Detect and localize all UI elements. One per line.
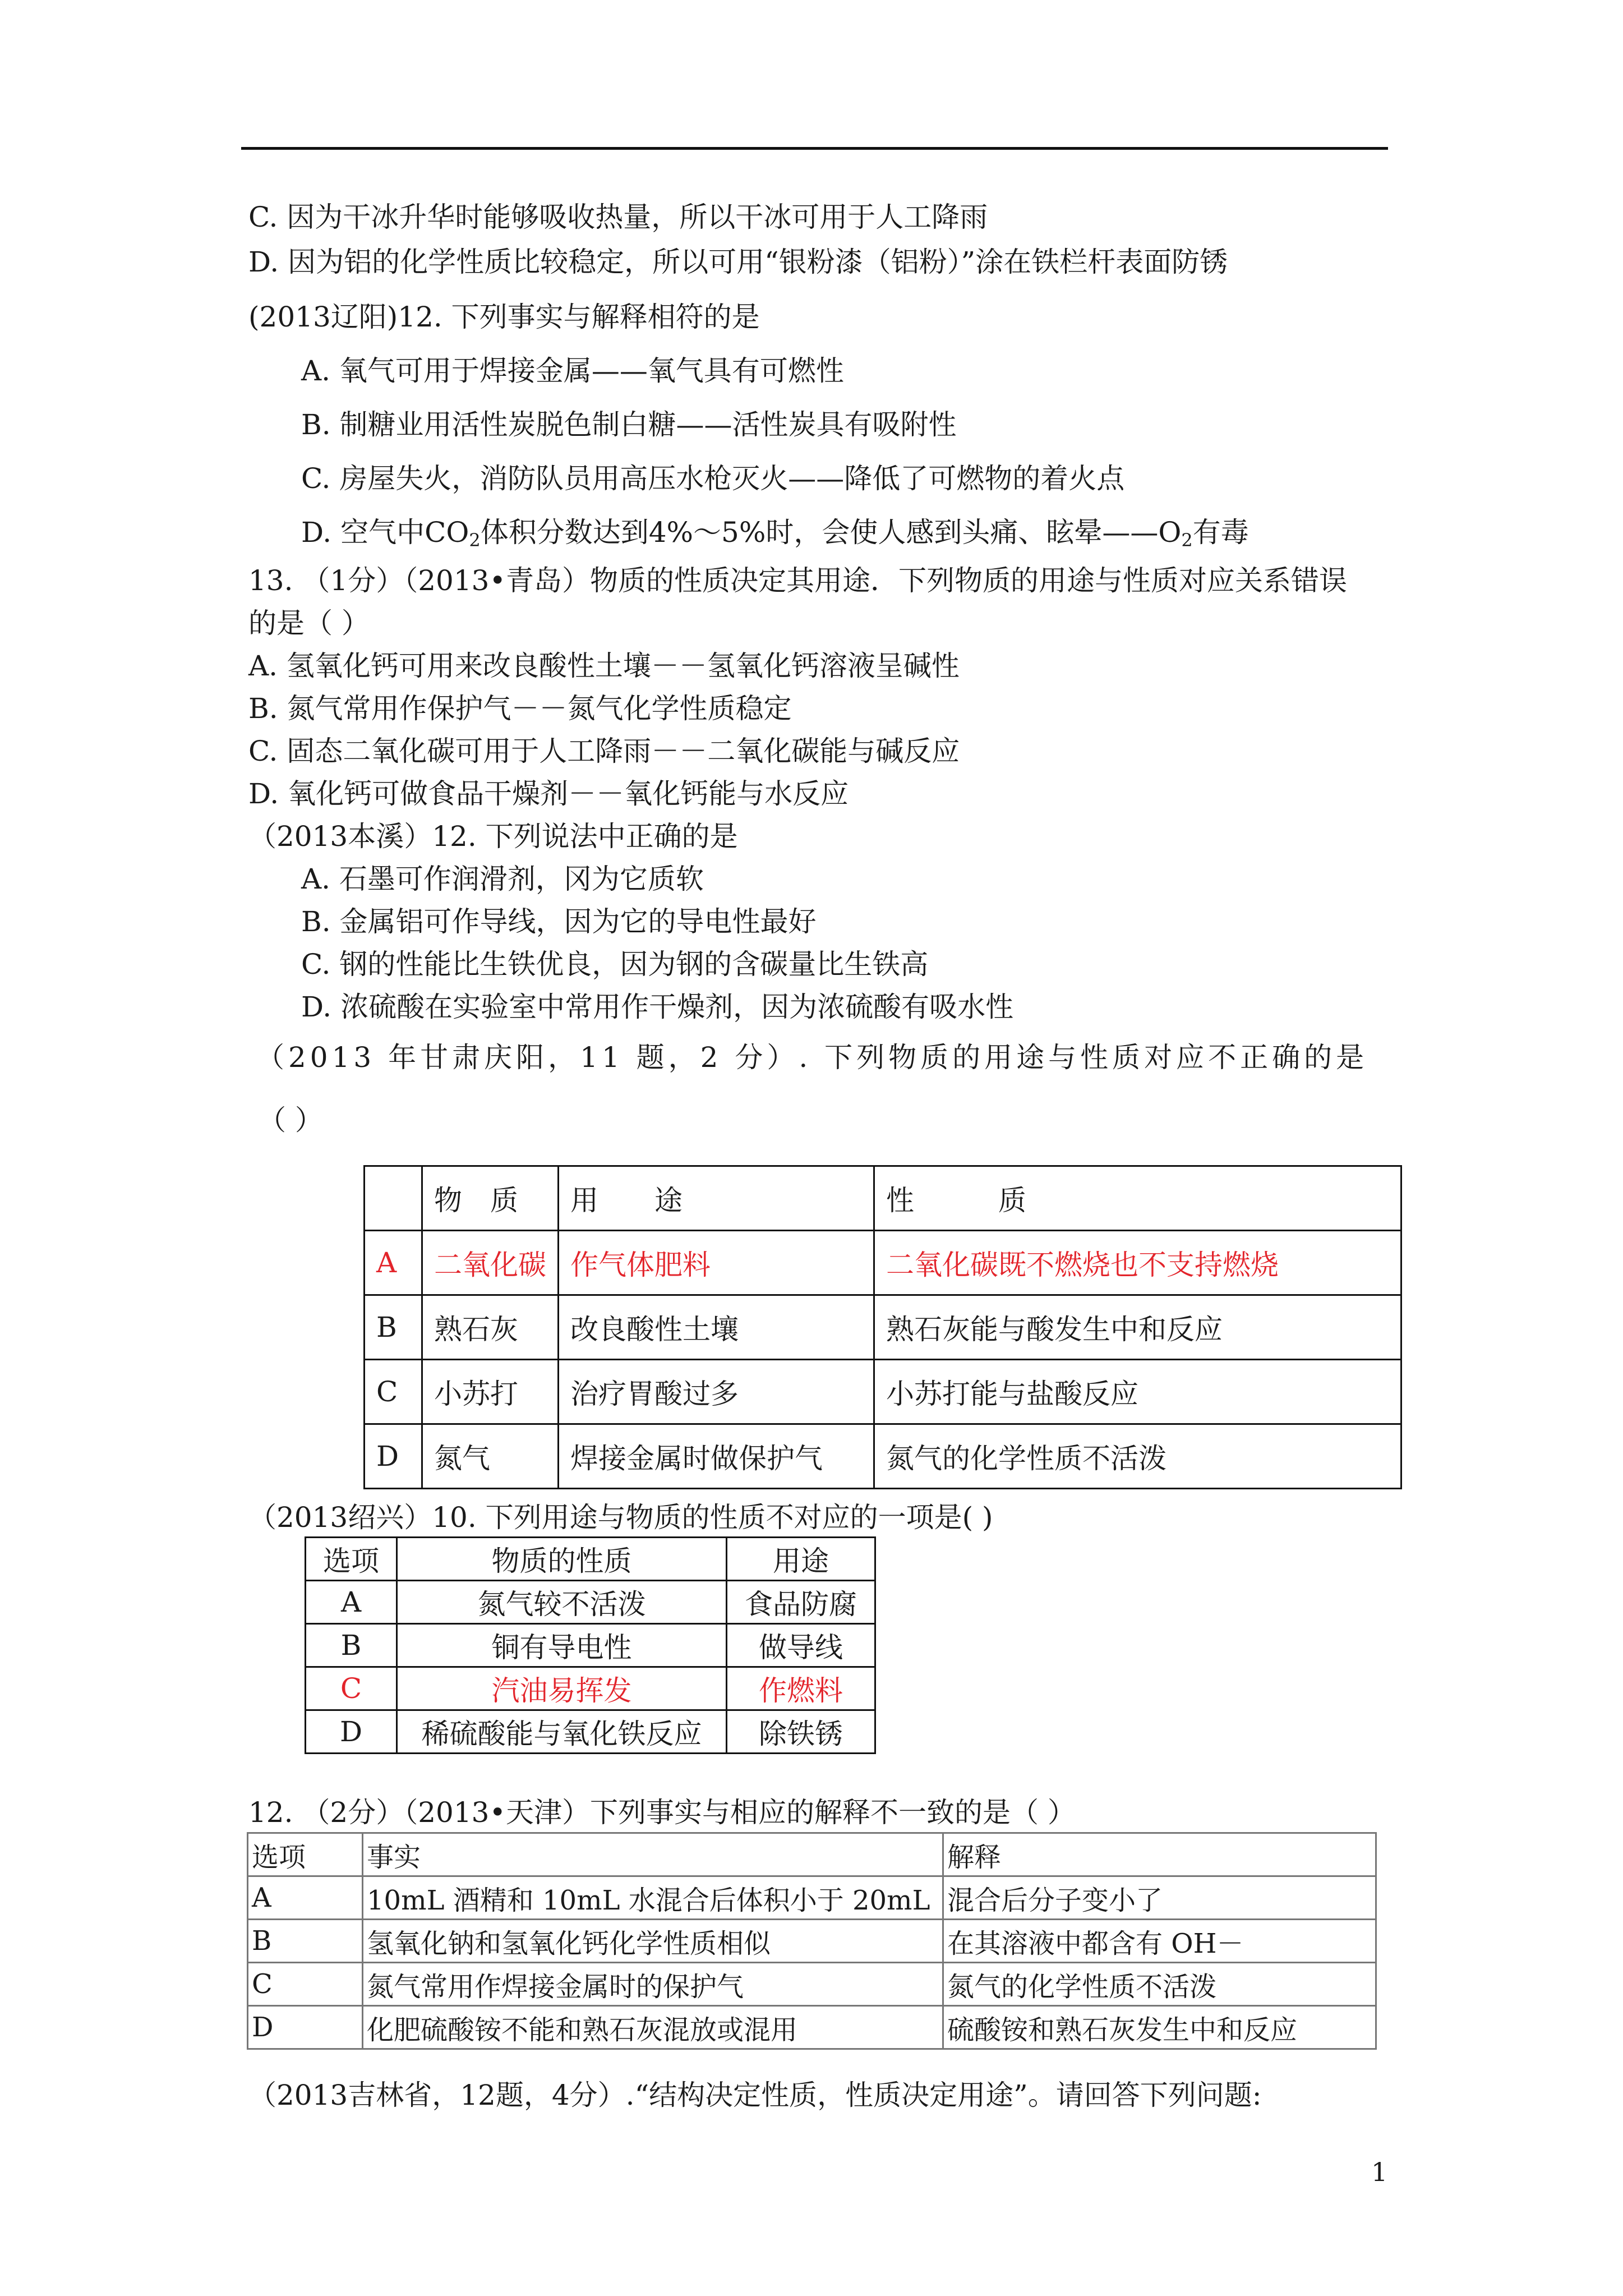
benxi-option-c: C. 钢的性能比生铁优良，因为钢的含碳量比生铁高 bbox=[301, 948, 929, 981]
option-cell: A bbox=[248, 1876, 363, 1920]
use-cell: 作气体肥料 bbox=[559, 1231, 874, 1295]
option-cell: D bbox=[306, 1710, 397, 1754]
liaoyang-option-c: C. 房屋失火，消防队员用高压水枪灭火——降低了可燃物的着火点 bbox=[301, 462, 1125, 495]
benxi-option-b: B. 金属铝可作导线，因为它的导电性最好 bbox=[301, 905, 817, 938]
table-header-row bbox=[248, 1833, 1376, 1876]
substance-cell: 氮气 bbox=[422, 1424, 559, 1489]
qingdao-option-d: D. 氧化钙可做食品干燥剂－－氧化钙能与水反应 bbox=[248, 777, 849, 810]
tianjin-table bbox=[247, 1832, 1377, 2050]
table-row bbox=[306, 1667, 875, 1710]
use-cell: 焊接金属时做保护气 bbox=[559, 1424, 874, 1489]
property-cell: 氮气较不活泼 bbox=[397, 1581, 727, 1624]
table-row bbox=[365, 1360, 1401, 1424]
fact-cell: 氢氧化钠和氢氧化钙化学性质相似 bbox=[363, 1920, 943, 1963]
header-rule bbox=[241, 147, 1388, 150]
table-row bbox=[365, 1231, 1401, 1295]
header-cell: 解释 bbox=[943, 1833, 1376, 1876]
header-cell: 用途 bbox=[727, 1538, 875, 1581]
fact-cell: 氮气常用作焊接金属时的保护气 bbox=[363, 1963, 943, 2006]
liaoyang-question-stem: (2013辽阳)12. 下列事实与解释相符的是 bbox=[248, 301, 760, 333]
substance-cell: 熟石灰 bbox=[422, 1295, 559, 1360]
use-cell: 作燃料 bbox=[727, 1667, 875, 1710]
qingdao-option-c: C. 固态二氧化碳可用于人工降雨－－二氧化碳能与碱反应 bbox=[248, 735, 960, 767]
option-cell: C bbox=[365, 1360, 422, 1424]
property-cell: 汽油易挥发 bbox=[397, 1667, 727, 1710]
table-row bbox=[248, 1963, 1376, 2006]
option-cell: A bbox=[306, 1581, 397, 1624]
header-cell: 选项 bbox=[248, 1833, 363, 1876]
qingyang-question-stem: （2013 年甘肃庆阳，11 题，2 分）. 下列物质的用途与性质对应不正确的是 bbox=[256, 1041, 1368, 1074]
liaoyang-option-d: D. 空气中$CO_2$体积分数达到4%～5%时，会使人感到头痛、眩晕$——O_2$有毒 bbox=[301, 516, 1249, 551]
table-header-row bbox=[306, 1538, 875, 1581]
explanation-cell: 在其溶液中都含有 OH－ bbox=[943, 1920, 1376, 1963]
liaoyang-option-b: B. 制糖业用活性炭脱色制白糖——活性炭具有吸附性 bbox=[301, 408, 957, 441]
table-row bbox=[248, 1876, 1376, 1920]
liaoyang-option-a: A. 氧气可用于焊接金属——氧气具有可燃性 bbox=[301, 355, 844, 387]
option-cell: C bbox=[306, 1667, 397, 1710]
qingdao-option-b: B. 氮气常用作保护气－－氮气化学性质稳定 bbox=[248, 692, 792, 725]
qingdao-question-stem-line1: 13. （1分）（2013•青岛）物质的性质决定其用途．下列物质的用途与性质对应关系错误 bbox=[248, 564, 1347, 597]
jilin-question-stem: （2013吉林省，12题，4分）.“结构决定性质，性质决定用途”。请回答下列问题: bbox=[248, 2079, 1262, 2111]
header-cell: 用 途 bbox=[559, 1166, 874, 1231]
benxi-option-d: D. 浓硫酸在实验室中常用作干燥剂，因为浓硫酸有吸水性 bbox=[301, 991, 1014, 1023]
option-cell: B bbox=[306, 1624, 397, 1667]
property-cell: 稀硫酸能与氧化铁反应 bbox=[397, 1710, 727, 1754]
property-cell: 氮气的化学性质不活泼 bbox=[874, 1424, 1401, 1489]
use-cell: 改良酸性土壤 bbox=[559, 1295, 874, 1360]
fact-cell: 化肥硫酸铵不能和熟石灰混放或混用 bbox=[363, 2006, 943, 2049]
explanation-cell: 氮气的化学性质不活泼 bbox=[943, 1963, 1376, 2006]
option-cell: D bbox=[365, 1424, 422, 1489]
table-row bbox=[365, 1424, 1401, 1489]
header-cell: 物 质 bbox=[422, 1166, 559, 1231]
qingyang-answer-paren: （ ） bbox=[258, 1104, 323, 1137]
property-cell: 熟石灰能与酸发生中和反应 bbox=[874, 1295, 1401, 1360]
substance-cell: 小苏打 bbox=[422, 1360, 559, 1424]
option-cell: D bbox=[248, 2006, 363, 2049]
table-row bbox=[306, 1710, 875, 1754]
page-number: 1 bbox=[1371, 2157, 1388, 2187]
header-cell: 物质的性质 bbox=[397, 1538, 727, 1581]
tianjin-question-stem: 12. （2分）（2013•天津）下列事实与相应的解释不一致的是（ ） bbox=[248, 1796, 1076, 1829]
qingdao-question-stem-line2: 的是（ ） bbox=[248, 607, 370, 639]
property-cell: 铜有导电性 bbox=[397, 1624, 727, 1667]
q11-option-c: C. 因为干冰升华时能够吸收热量，所以干冰可用于人工降雨 bbox=[248, 201, 988, 233]
table-row bbox=[248, 1920, 1376, 1963]
header-cell: 事实 bbox=[363, 1833, 943, 1876]
substance-cell: 二氧化碳 bbox=[422, 1231, 559, 1295]
property-cell: 小苏打能与盐酸反应 bbox=[874, 1360, 1401, 1424]
benxi-option-a: A. 石墨可作润滑剂，冈为它质软 bbox=[301, 863, 704, 895]
explanation-cell: 混合后分子变小了 bbox=[943, 1876, 1376, 1920]
property-cell: 二氧化碳既不燃烧也不支持燃烧 bbox=[874, 1231, 1401, 1295]
fact-cell: 10mL 酒精和 10mL 水混合后体积小于 20mL bbox=[363, 1876, 943, 1920]
header-cell: 选项 bbox=[306, 1538, 397, 1581]
qingyang-table bbox=[363, 1165, 1402, 1489]
header-cell bbox=[365, 1166, 422, 1231]
benxi-question-stem: （2013本溪）12. 下列说法中正确的是 bbox=[248, 820, 738, 853]
use-cell: 治疗胃酸过多 bbox=[559, 1360, 874, 1424]
use-cell: 除铁锈 bbox=[727, 1710, 875, 1754]
shaoxing-table bbox=[305, 1536, 876, 1754]
option-cell: B bbox=[365, 1295, 422, 1360]
qingdao-option-a: A. 氢氧化钙可用来改良酸性土壤－－氢氧化钙溶液呈碱性 bbox=[248, 650, 960, 682]
explanation-cell: 硫酸铵和熟石灰发生中和反应 bbox=[943, 2006, 1376, 2049]
use-cell: 做导线 bbox=[727, 1624, 875, 1667]
q11-option-d: D. 因为铝的化学性质比较稳定，所以可用“银粉漆（铝粉）”涂在铁栏杆表面防锈 bbox=[248, 246, 1228, 278]
option-cell: C bbox=[248, 1963, 363, 2006]
option-cell: B bbox=[248, 1920, 363, 1963]
table-header-row bbox=[365, 1166, 1401, 1231]
use-cell: 食品防腐 bbox=[727, 1581, 875, 1624]
shaoxing-question-stem: （2013绍兴）10. 下列用途与物质的性质不对应的一项是( ) bbox=[248, 1501, 993, 1534]
table-row bbox=[306, 1624, 875, 1667]
table-row bbox=[248, 2006, 1376, 2049]
table-row bbox=[365, 1295, 1401, 1360]
table-row bbox=[306, 1581, 875, 1624]
header-cell: 性 质 bbox=[874, 1166, 1401, 1231]
option-cell: A bbox=[365, 1231, 422, 1295]
